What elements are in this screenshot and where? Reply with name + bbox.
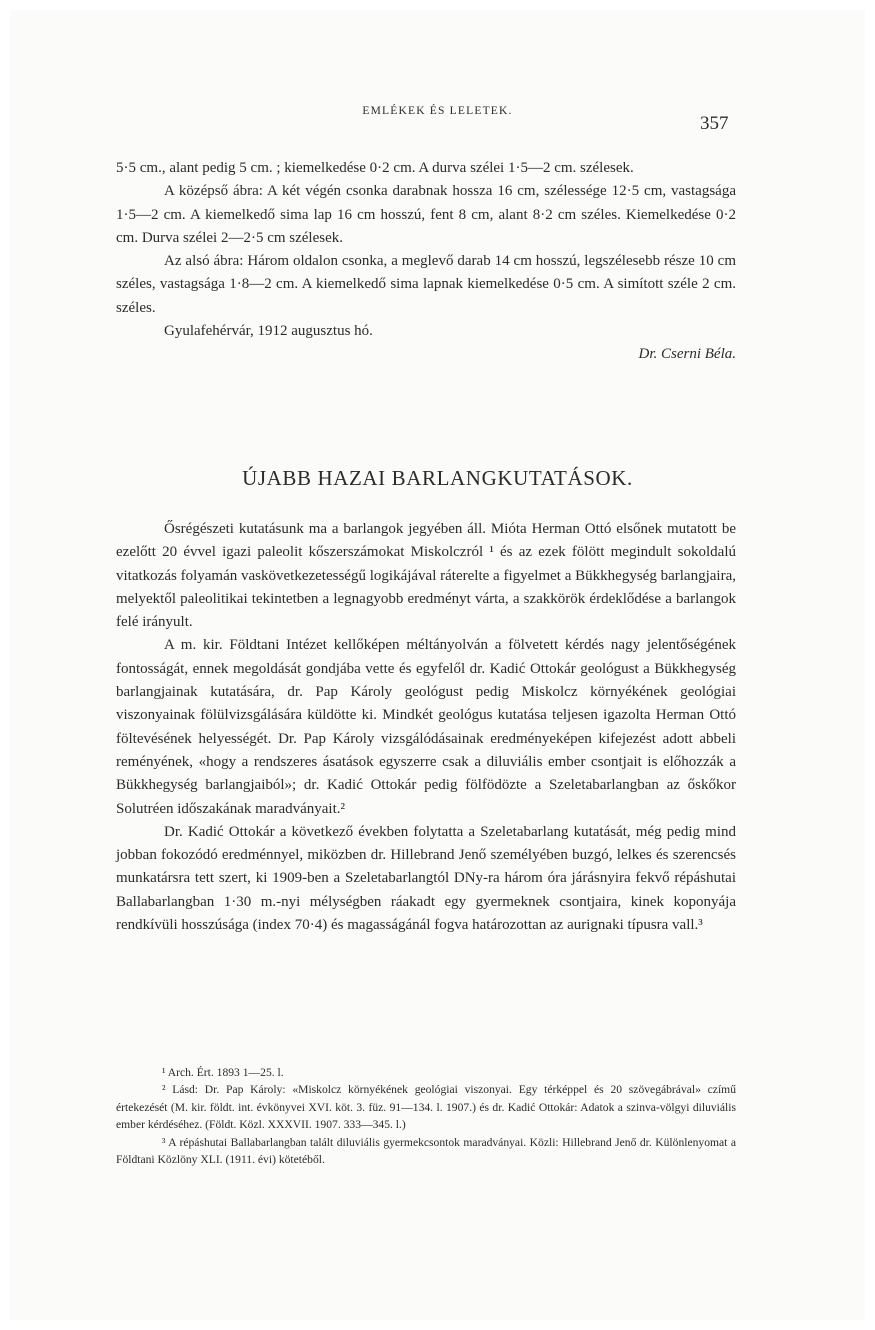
article-title: ÚJABB HAZAI BARLANGKUTATÁSOK. <box>242 466 633 490</box>
paragraph: Ősrégészeti kutatásunk ma a barlangok jegyében áll. Mióta Herman Ottó elsőnek mutatott be ezelőtt 20 évvel igazi paleolit kőszerszámokat Miskolczról ¹ és az ezek fölött megindult sokoldalú vitatkozás folyamán vaskövetkezetességű logikájával ráterelte a figyelmet a Bükkhegység barlangjaira, melyektől paleolitikai tekintetben a legnagyobb eredményt várta, a szakkörök érdeklődése a barlangok felé irányult. <box>116 521 736 631</box>
running-title: EMLÉKEK ÉS LELETEK. <box>362 105 513 117</box>
paragraph: Az alsó ábra: Három oldalon csonka, a meglevő darab 14 cm hosszú, legszélesebb része 10 cm széles, vastagsága 1·8—2 cm. A kiemelkedő sima lapnak kiemelkedése 0·5 cm. A simított széle 2 cm. széles. <box>116 253 736 316</box>
place-date: Gyulafehérvár, 1912 augusztus hó. <box>164 323 373 340</box>
signature: Dr. Cserni Béla. <box>638 346 736 363</box>
article-one-body <box>116 157 736 367</box>
footnote: ³ A répáshutai Ballabarlangban talált diluviális gyermekcsontok maradványai. Közli: Hillebrand Jenő dr. Különlenyomat a Földtani Közlöny XLI. (1911. évi) kötetéből. <box>116 1135 736 1167</box>
paragraph: 5·5 cm., alant pedig 5 cm. ; kiemelkedése 0·2 cm. A durva szélei 1·5—2 cm. szélesek. <box>116 160 634 176</box>
footnotes <box>116 1064 736 1168</box>
paragraph: A m. kir. Földtani Intézet kellőképen méltányolván a fölvetett kérdés nagy jelentőségének fontosságát, ennek megoldását gondjába vette és egyfelől dr. Kadić Ottokár geológust a Bükkhegység barlangjainak kutatására, dr. Pap Károly geológust pedig Miskolcz környékének geológiai viszonyainak fölülvizsgálására küldötte ki. Mindkét geológus kutatása teljesen igazolta Herman Ottó föltevésének helyességét. Dr. Pap Károly vizsgálódásainak eredményeképen kifejezést adott abbeli reményének, «hogy a rendszeres ásatások egyszerre csak a diluviális ember csontjait is előhozzák a Bükkhegység barlangjaiból»; dr. Kadić Ottokár pedig fölfödözte a Szeletabarlangban az őskőkor Solutréen időszakának maradványait.² <box>116 637 736 817</box>
footnote: ² Lásd: Dr. Pap Károly: «Miskolcz környékének geológiai viszonyai. Egy térképpel és 20 szövegábrával» czímű értekezését (M. kir. földt. int. évkönyvei XVI. köt. 3. füz. 91—134. l. 1907.) és dr. Kadić Ottokár: Adatok a szinva-völgyi diluviális ember kérdéséhez. (Földt. Közl. XXXVII. 1907. 333—345. l.) <box>116 1083 736 1132</box>
footnote: ¹ Arch. Ért. 1893 1—25. l. <box>162 1066 284 1079</box>
article-two-body <box>116 518 736 937</box>
paragraph: A középső ábra: A két végén csonka darabnak hossza 16 cm, szélessége 12·5 cm, vastagsága 1·5—2 cm. A kiemelkedő sima lap 16 cm hosszú, fent 8 cm, alant 8·2 cm széles. Kiemelkedése 0·2 cm. Durva szélei 2—2·5 cm szélesek. <box>116 183 736 246</box>
page-number: 357 <box>700 113 729 134</box>
paragraph: Dr. Kadić Ottokár a következő években folytatta a Szeletabarlang kutatását, még pedig mind jobban fokozódó eredménnyel, miközben dr. Hillebrand Jenő személyében buzgó, lelkes és szerencsés munkatársra tett szert, ki 1909-ben a Szeletabarlangtól DNy-ra három óra járásnyira fekvő répáshutai Ballabarlangban 1·30 m.-nyi mélységben ráakadt egy gyermeknek csontjaira, kinek koponyája rendkívüli hosszúsága (index 70·4) és magasságánál fogva határozottan az aurignaki típusra vall.³ <box>116 823 736 934</box>
